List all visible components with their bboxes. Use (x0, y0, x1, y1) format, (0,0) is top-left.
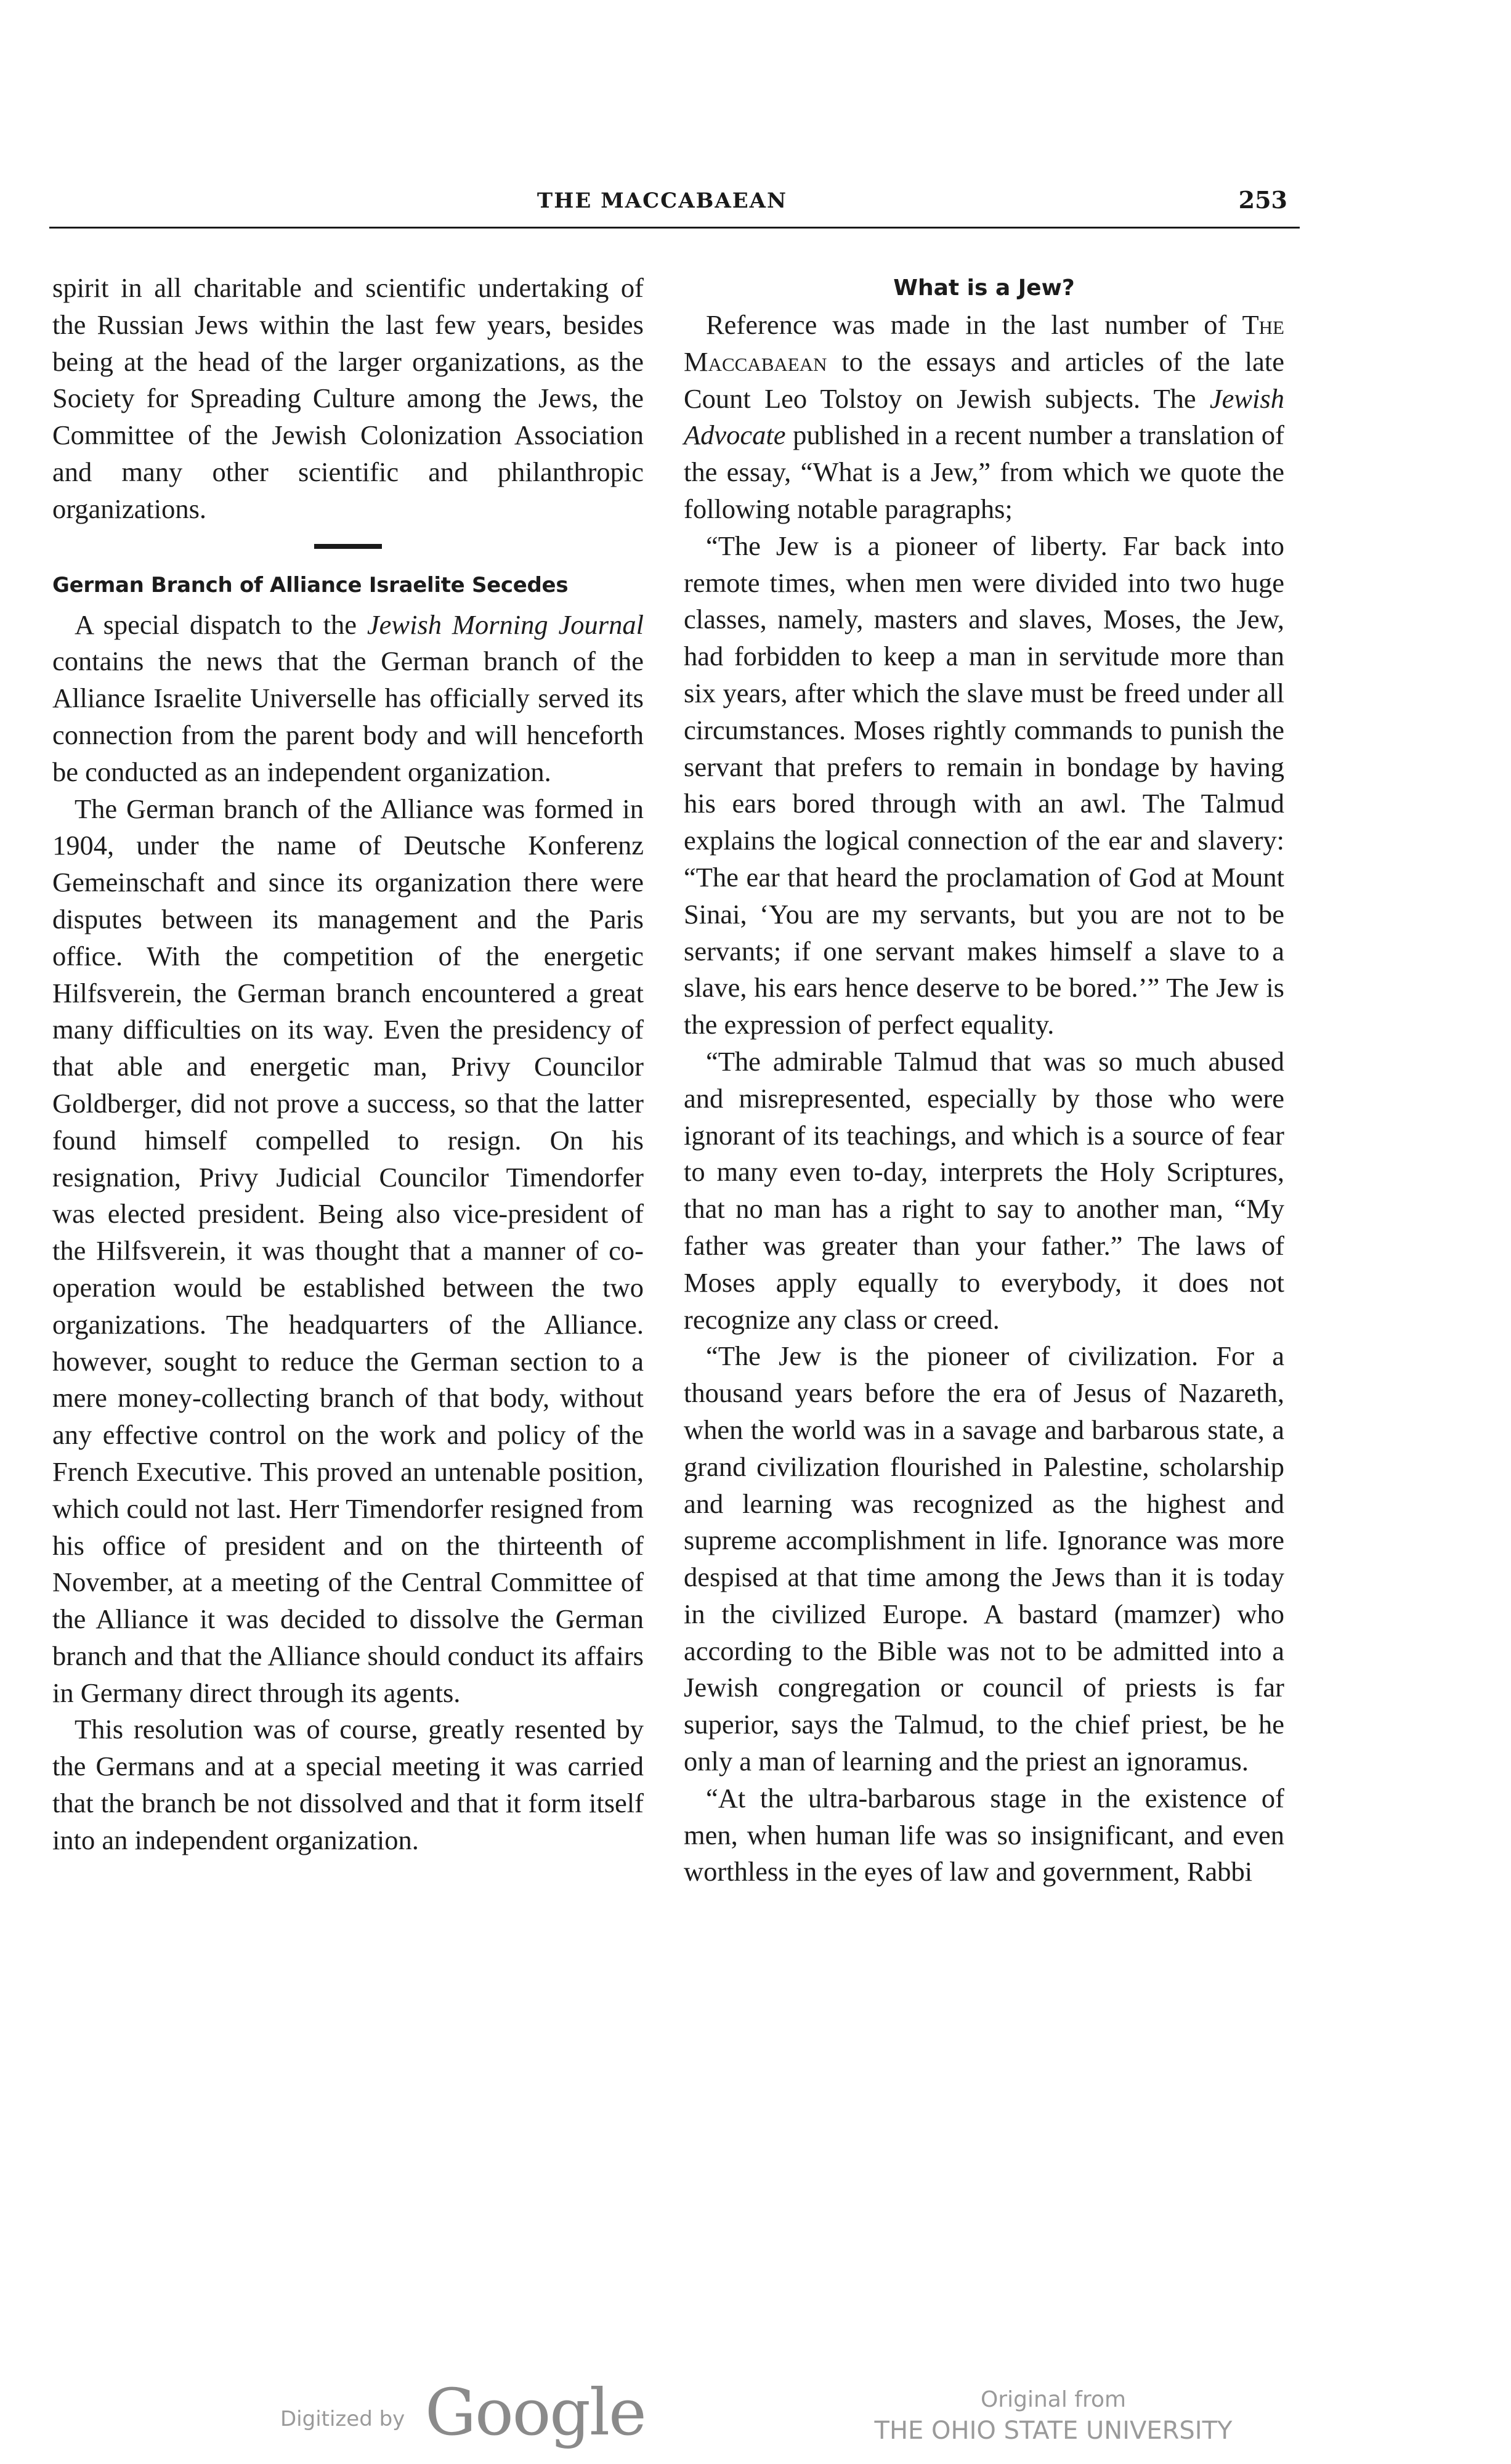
header-rule (49, 227, 1300, 229)
paragraph-dispatch: A special dispatch to the Jewish Morning Journal contains the news that the German branch of the Alliance Israelite Universelle has officially served its connection from the parent body and will henceforth be conducted as an independent organization. (52, 609, 644, 787)
page-number: 253 (1238, 186, 1287, 214)
paragraph-history: The German branch of the Alliance was formed in 1904, under the name of Deutsche Konferenz Gemeinschaft and since its organization there were disputes between its management and the Paris office. With the competition of the energetic Hilfsverein, the German branch encountered a great many difficulties on its way. Even the presidency of that able and energetic man, Privy Councilor Goldberger, did not prove a success, so that the latter found himself compelled to resign. On his resignation, Privy Judicial Councilor Timendorfer was elected president. Being also vice-president of the Hilfsverein, it was thought that a manner of co-operation would be established between the two organizations. The headquarters of the Alliance. however, sought to reduce the German section to a mere money-collecting branch of that body, without any effective control on the work and policy of the French Executive. This proved an untenable position, which could not last. Herr Timendorfer resigned from his office of president and on the thirteenth of November, at a meeting of the Central Committee of the Alliance it was decided to dissolve the German branch and that the Alliance should conduct its affairs in Germany direct through its agents. (52, 793, 644, 1708)
section-divider (314, 544, 382, 549)
paragraph-resolution: This resolution was of course, greatly resented by the Germans and at a special meeting it was carried that the branch be not dissolved and that it form itself into an independent organization. (52, 1714, 644, 1855)
section-heading-alliance: German Branch of Alliance Israelite Secedes (52, 572, 569, 598)
paragraph-ultra-barbarous: “At the ultra-barbarous stage in the existence of men, when human life was so insignificant, and even worthless in the eyes of law and government, Rabbi (684, 1782, 1284, 1887)
left-column (52, 270, 644, 1859)
google-logo: Google (425, 2375, 646, 2450)
paragraph-liberty: “The Jew is a pioneer of liberty. Far back into remote times, when men were divided into two huge classes, namely, masters and slaves, Moses, the Jew, had forbidden to keep a man in servitude more than six years, after which the slave must be freed under all circumstances. Moses rightly commands to punish the servant that prefers to remain in bondage by having his ears bored through with an awl. The Talmud explains the logical connection of the ear and slavery: “The ear that heard the proclamation of God at Mount Sinai, ‘You are my servants, but you are not to be servants; if one servant makes himself a slave to a slave, his ears hence deserve to be bored.’” The Jew is the expression of perfect equality. (684, 530, 1284, 1040)
newspaper-title: Jewish Advocate (684, 383, 1284, 451)
paragraph-reference: Reference was made in the last number of The Maccabaean to the essays and articles of the late Count Leo Tolstoy on Jewish subjects. The Jewish Advocate published in a recent number a translation of the essay, “What is a Jew,” from which we quote the following notable paragraphs; (684, 309, 1284, 524)
newspaper-title: Jewish Morning Journal (367, 609, 644, 640)
right-column (684, 270, 1284, 1891)
source-university: THE OHIO STATE UNIVERSITY (874, 2417, 1233, 2445)
running-title: THE MACCABAEAN (537, 188, 788, 213)
scan-footer (0, 2375, 1511, 2464)
digitized-by-label: Digitized by (280, 2407, 405, 2431)
magazine-title: The Maccabaean (684, 309, 1284, 377)
paragraph-continued: spirit in all charitable and scientific undertaking of the Russian Jews within the last few years, besides being at the head of the larger organizations, as the Society for Spreading Culture among the Jews, the Committee of the Jewish Colonization Association and many other scientific and philanthropic organizations. (52, 272, 644, 524)
original-from-label: Original from (980, 2387, 1127, 2412)
page-header (37, 185, 1287, 222)
paragraph-talmud: “The admirable Talmud that was so much abused and misrepresented, especially by those who were ignorant of its teachings, and which is a source of fear to many even to-day, interprets the Holy Scriptures, that no man has a right to say to another man, “My father was greater than your father.” The laws of Moses apply equally to everybody, it does not recognize any class or creed. (684, 1045, 1284, 1335)
paragraph-civilization: “The Jew is the pioneer of civilization. For a thousand years before the era of Jesus of Nazareth, when the world was in a savage and barbarous state, a grand civilization flourished in Palestine, scholarship and learning was recognized as the highest and supreme accomplishment in life. Ignorance was more despised at that time among the Jews than it is today in the civilized Europe. A bastard (mamzer) who according to the Bible was not to be admitted into a Jewish congregation or council of priests is far superior, says the Talmud, to the chief priest, be he only a man of learning and the priest an ignoramus. (684, 1340, 1284, 1777)
section-heading-what-is-a-jew: What is a Jew? (893, 275, 1075, 301)
